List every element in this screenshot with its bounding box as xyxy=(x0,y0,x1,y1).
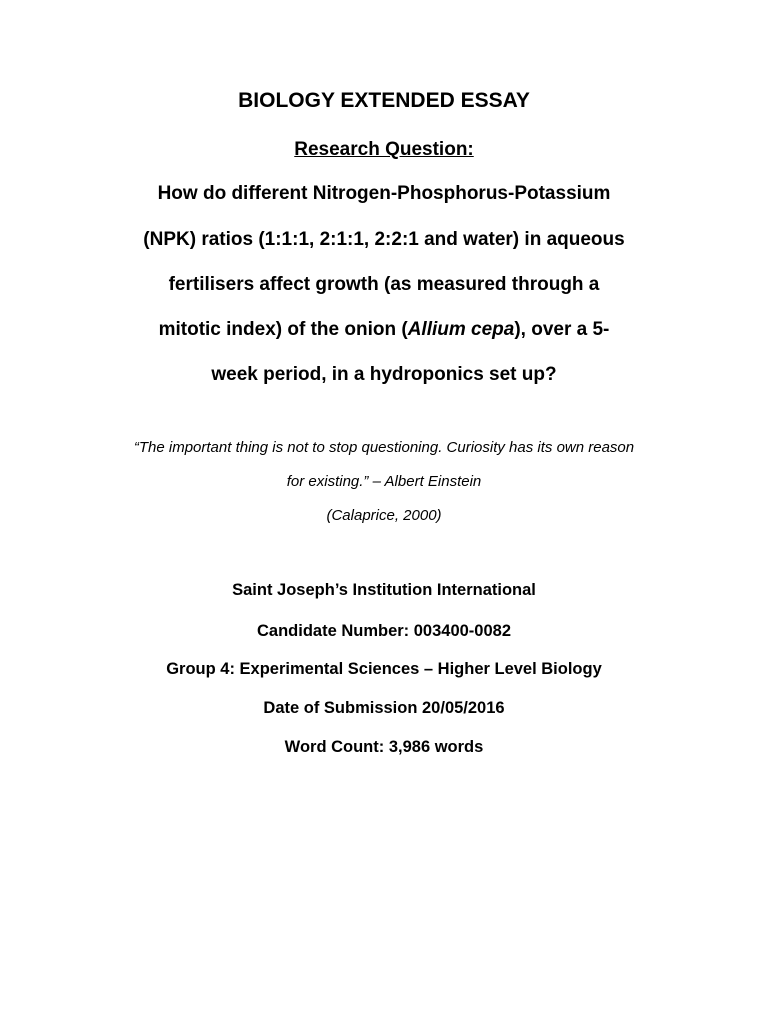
research-question-line-4 xyxy=(0,318,768,342)
school-name: Saint Joseph’s Institution International xyxy=(232,581,536,599)
research-question-line-3: fertilisers affect growth (as measured through a xyxy=(168,274,600,295)
rq-line4-pre: mitotic index) of the onion ( xyxy=(158,319,408,340)
species-name: Allium cepa xyxy=(407,319,515,340)
quote-citation: (Calaprice, 2000) xyxy=(326,507,442,524)
submission-date: Date of Submission 20/05/2016 xyxy=(263,699,505,717)
research-question-line-5: week period, in a hydroponics set up? xyxy=(211,364,557,385)
word-count: Word Count: 3,986 words xyxy=(284,738,484,756)
rq-line4-post: ), over a 5- xyxy=(514,319,610,340)
quote-line-1: “The important thing is not to stop questioning. Curiosity has its own reason xyxy=(133,439,635,456)
essay-title: BIOLOGY EXTENDED ESSAY xyxy=(238,89,530,112)
candidate-number: Candidate Number: 003400-0082 xyxy=(256,622,512,640)
research-question-label: Research Question: xyxy=(294,139,474,160)
research-question-line-1: How do different Nitrogen-Phosphorus-Potassium xyxy=(157,183,611,204)
research-question-line-2: (NPK) ratios (1:1:1, 2:1:1, 2:2:1 and water) in aqueous xyxy=(143,229,625,250)
quote-line-2: for existing.” – Albert Einstein xyxy=(286,473,482,490)
subject-group: Group 4: Experimental Sciences – Higher Level Biology xyxy=(166,660,602,678)
